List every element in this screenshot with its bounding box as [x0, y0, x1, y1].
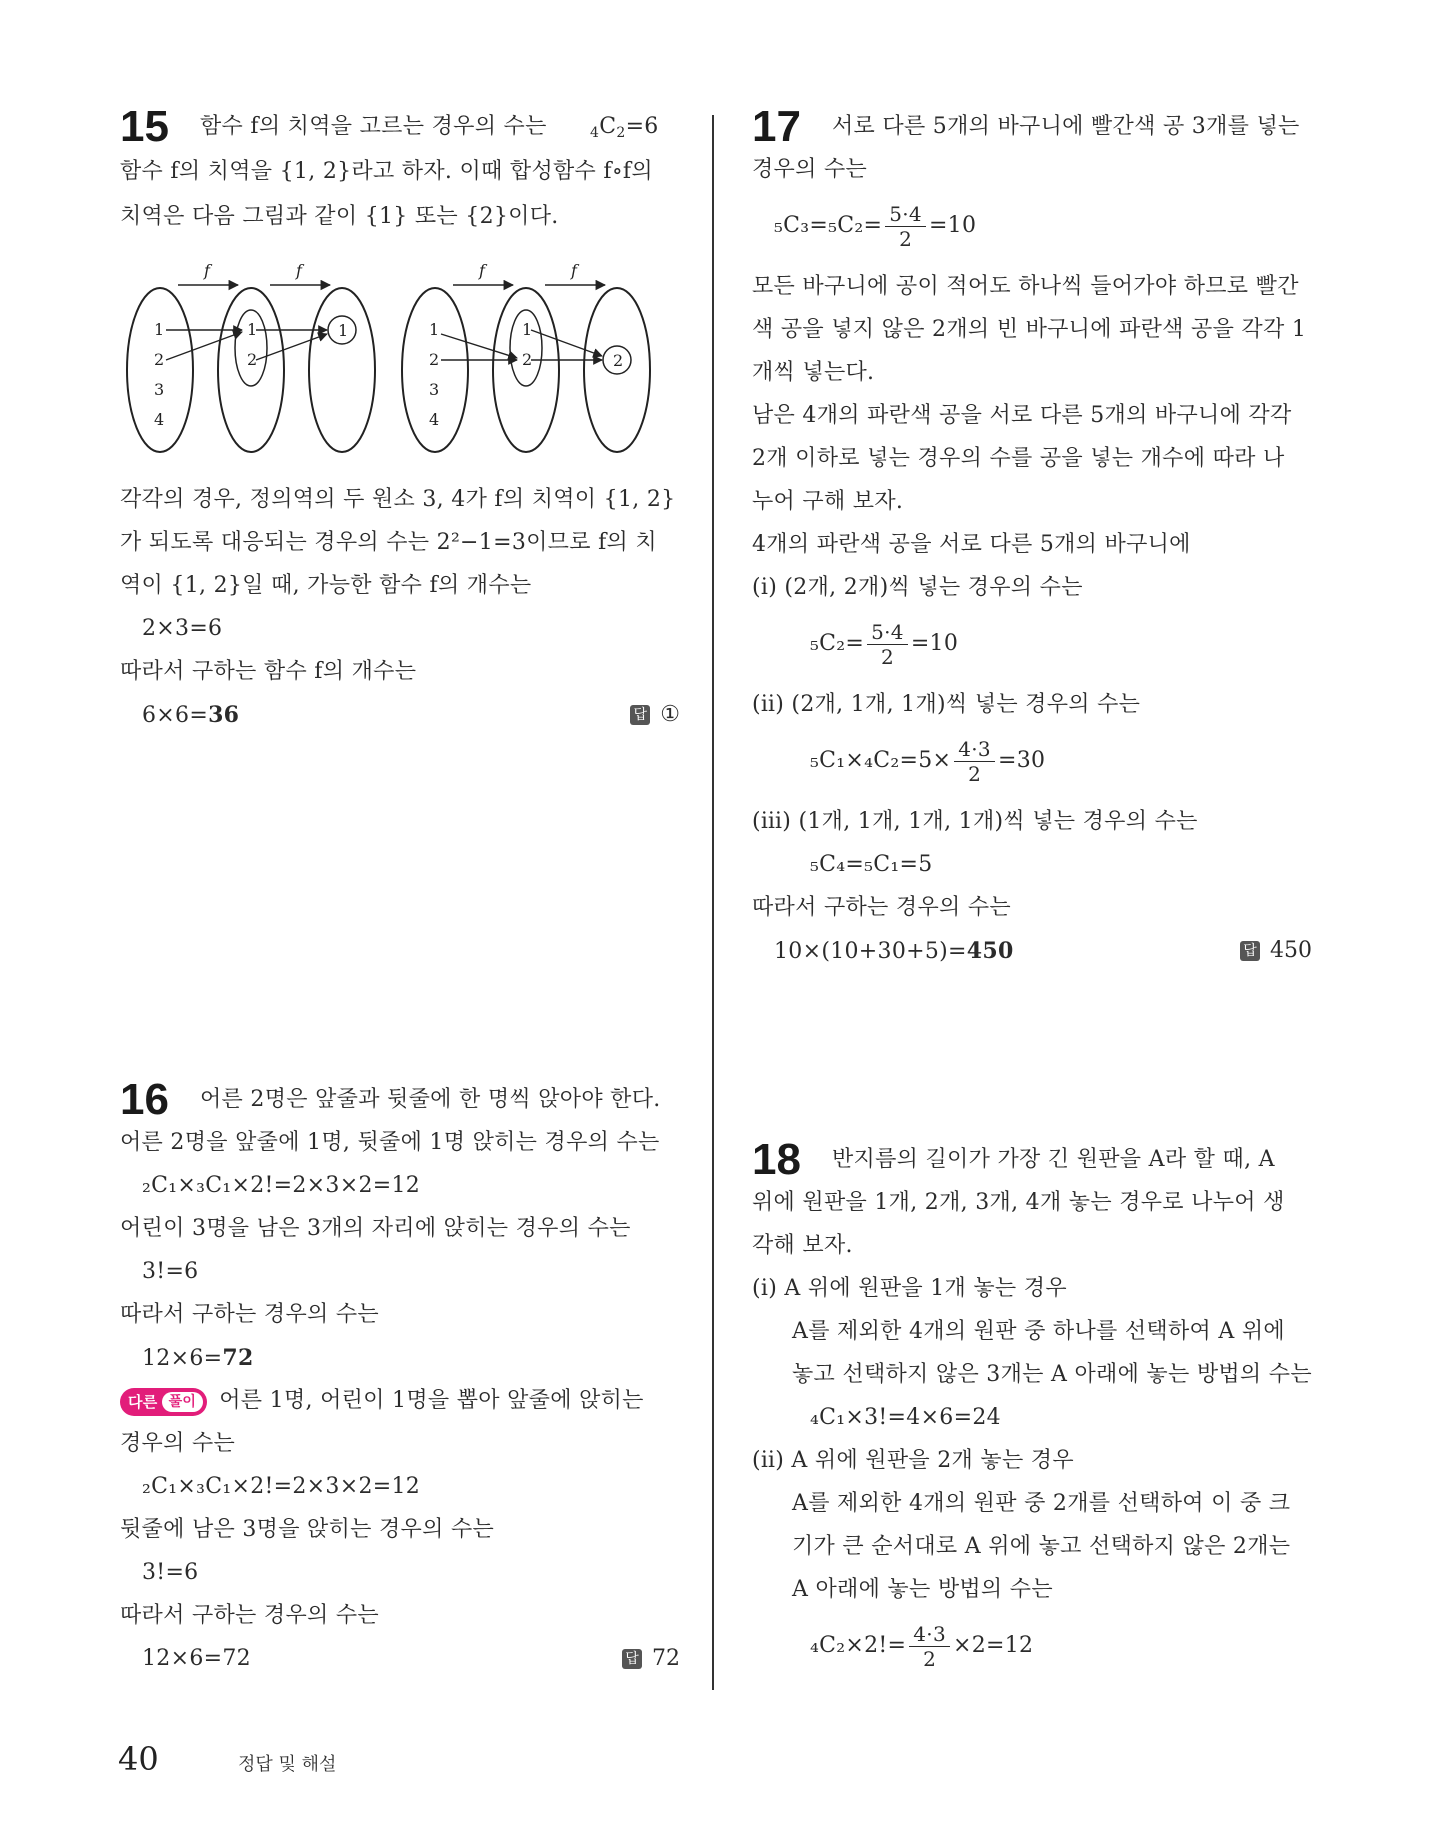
q15-answer: 답 ① — [630, 700, 680, 730]
q17-body-5: 2개 이하로 넣는 경우의 수를 공을 넣는 개수에 따라 나 — [752, 446, 1285, 471]
q15-after-line-2: 가 되도록 대응되는 경우의 수는 2²−1=3이므로 f의 치 — [120, 530, 657, 555]
answer-badge: 답 — [630, 705, 650, 725]
q18-case1: (ⅰ) A 위에 원판을 1개 놓는 경우 — [752, 1276, 1067, 1301]
q15-after-line-3: 역이 {1, 2}일 때, 가능한 함수 f의 개수는 — [120, 573, 532, 598]
arrow-label: f — [204, 261, 210, 280]
alt-solution-tag: 다른 풀이 — [120, 1388, 207, 1416]
q18-line-3: 각해 보자. — [752, 1233, 853, 1258]
q16-alt-line-2: 경우의 수는 — [120, 1431, 236, 1456]
q15-line-1: 함수 f의 치역을 고르는 경우의 수는 — [200, 114, 547, 139]
q16-alt-calc3: 12×6=72 — [142, 1646, 251, 1671]
q17-eq1: ₅C₃=₅C₂= $\frac{5\cdot 4}{2}$ =10 — [774, 201, 977, 251]
q16-alt-line-1: 다른 풀이 어른 1명, 어린이 1명을 뽑아 앞줄에 앉히는 — [120, 1386, 644, 1416]
svg-text:2: 2 — [154, 350, 165, 369]
diagram-right — [402, 261, 650, 452]
q16-alt-line-3: 뒷줄에 남은 3명을 앉히는 경우의 수는 — [120, 1517, 495, 1542]
q18-case2-line-2: 기가 큰 순서대로 A 위에 놓고 선택하지 않은 2개는 — [792, 1534, 1291, 1559]
svg-text:3: 3 — [154, 380, 165, 399]
q17-final: 10×(10+30+5)=450 — [774, 938, 1014, 964]
footer-label: 정답 및 해설 — [238, 1754, 337, 1775]
q17-body-6: 누어 구해 보자. — [752, 489, 904, 514]
svg-text:1: 1 — [522, 320, 533, 339]
function-mapping-diagram — [120, 250, 680, 465]
q16-alt-calc1: ₂C₁×₃C₁×2!=2×3×2=12 — [142, 1474, 421, 1499]
question-number: 18 — [752, 1135, 801, 1184]
svg-text:4: 4 — [154, 410, 165, 429]
svg-text:2: 2 — [613, 351, 624, 370]
svg-text:1: 1 — [429, 320, 440, 339]
svg-text:1: 1 — [154, 320, 165, 339]
q17-case3: (ⅲ) (1개, 1개, 1개, 1개)씩 넣는 경우의 수는 — [752, 809, 1198, 834]
q16-line-1: 어른 2명은 앞줄과 뒷줄에 한 명씩 앉아야 한다. — [200, 1087, 661, 1112]
svg-text:2: 2 — [247, 350, 258, 369]
q17-case1: (ⅰ) (2개, 2개)씩 넣는 경우의 수는 — [752, 575, 1083, 600]
q18-case1-line-1: A를 제외한 4개의 원판 중 하나를 선택하여 A 위에 — [792, 1319, 1285, 1344]
q17-case2: (ⅱ) (2개, 1개, 1개)씩 넣는 경우의 수는 — [752, 692, 1141, 717]
svg-text:2: 2 — [522, 350, 533, 369]
q18-case2-line-1: A를 제외한 4개의 원판 중 2개를 선택하여 이 중 크 — [792, 1491, 1291, 1516]
q17-eq2: ₅C₂= $\frac{5\cdot 4}{2}$ =10 — [810, 619, 959, 669]
q17-body-2: 색 공을 넣지 않은 2개의 빈 바구니에 파란색 공을 각각 1 — [752, 317, 1307, 342]
arrow-label: f — [571, 261, 577, 280]
q17-body-4: 남은 4개의 파란색 공을 서로 다른 5개의 바구니에 각각 — [752, 403, 1292, 428]
svg-text:1: 1 — [338, 321, 349, 340]
svg-text:3: 3 — [429, 380, 440, 399]
q16-alt-line-4: 따라서 구하는 경우의 수는 — [120, 1603, 379, 1628]
q18-line-1: 반지름의 길이가 가장 긴 원판을 A라 할 때, A — [832, 1147, 1275, 1172]
question-number: 15 — [120, 102, 169, 151]
q15-final: 6×6=36 — [142, 702, 240, 728]
q17-answer: 답 450 — [1240, 936, 1312, 966]
q16-calc1: ₂C₁×₃C₁×2!=2×3×2=12 — [142, 1173, 421, 1198]
q17-eq3: ₅C₁×₄C₂=5× $\frac{4\cdot 3}{2}$ =30 — [810, 736, 1046, 786]
q17-line-1: 서로 다른 5개의 바구니에 빨간색 공 3개를 넣는 — [832, 114, 1300, 139]
q15-calc1: 2×3=6 — [142, 616, 223, 641]
q17-line-2: 경우의 수는 — [752, 157, 868, 182]
q16-line-3: 어린이 3명을 남은 3개의 자리에 앉히는 경우의 수는 — [120, 1216, 631, 1241]
svg-text:1: 1 — [247, 320, 258, 339]
q17-conclusion: 따라서 구하는 경우의 수는 — [752, 895, 1011, 920]
q17-body-7: 4개의 파란색 공을 서로 다른 5개의 바구니에 — [752, 532, 1191, 557]
q16-calc3: 12×6=72 — [142, 1345, 254, 1371]
q18-case2-line-3: A 아래에 놓는 방법의 수는 — [792, 1577, 1053, 1602]
arrow-label: f — [479, 261, 485, 280]
q15-line-3: 치역은 다음 그림과 같이 {1} 또는 {2}이다. — [120, 204, 559, 229]
q18-case2-eq: ₄C₂×2!= $\frac{4\cdot 3}{2}$ ×2=12 — [810, 1621, 1034, 1671]
page-number: 40 — [118, 1740, 159, 1778]
answer-badge: 답 — [622, 1649, 642, 1669]
q16-answer: 답 72 — [622, 1644, 680, 1674]
q16-line-2: 어른 2명을 앞줄에 1명, 뒷줄에 1명 앉히는 경우의 수는 — [120, 1130, 660, 1155]
q17-body-1: 모든 바구니에 공이 적어도 하나씩 들어가야 하므로 빨간 — [752, 274, 1299, 299]
q15-line-2: 함수 f의 치역을 {1, 2}라고 하자. 이때 합성함수 f∘f의 — [120, 159, 653, 184]
svg-text:2: 2 — [429, 350, 440, 369]
diagram-left — [127, 261, 375, 452]
question-number: 16 — [120, 1075, 169, 1124]
column-divider — [712, 115, 714, 1690]
q15-comb: $_4C_2=6$ — [590, 114, 659, 141]
q18-case1-eq: ₄C₁×3!=4×6=24 — [810, 1405, 1001, 1430]
q16-line-4: 따라서 구하는 경우의 수는 — [120, 1302, 379, 1327]
q16-alt-calc2: 3!=6 — [142, 1560, 199, 1585]
q18-case2: (ⅱ) A 위에 원판을 2개 놓는 경우 — [752, 1448, 1074, 1473]
arrow-label: f — [296, 261, 302, 280]
q17-body-3: 개씩 넣는다. — [752, 360, 875, 385]
question-number: 17 — [752, 102, 801, 151]
answer-badge: 답 — [1240, 941, 1260, 961]
q15-conclusion: 따라서 구하는 함수 f의 개수는 — [120, 659, 417, 684]
q15-after-line-1: 각각의 경우, 정의역의 두 원소 3, 4가 f의 치역이 {1, 2} — [120, 487, 676, 512]
q18-case1-line-2: 놓고 선택하지 않은 3개는 A 아래에 놓는 방법의 수는 — [792, 1362, 1312, 1387]
svg-text:4: 4 — [429, 410, 440, 429]
q16-calc2: 3!=6 — [142, 1259, 199, 1284]
q18-line-2: 위에 원판을 1개, 2개, 3개, 4개 놓는 경우로 나누어 생 — [752, 1190, 1285, 1215]
q17-eq4: ₅C₄=₅C₁=5 — [810, 852, 933, 877]
